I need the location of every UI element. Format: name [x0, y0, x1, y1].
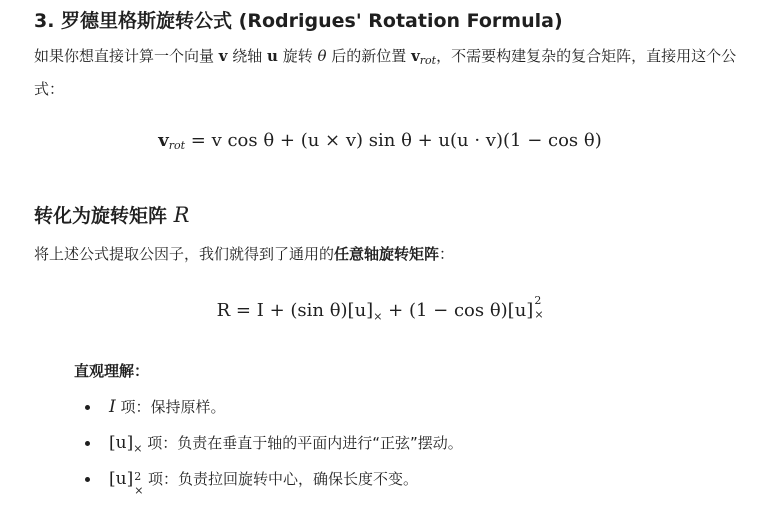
intuition-heading: 直观理解： — [74, 362, 150, 380]
intuition-list — [74, 392, 463, 500]
list-item: I 项：保持原样。 — [74, 392, 463, 428]
section-heading: 3. 罗德里格斯旋转公式 (Rodrigues' Rotation Formula) — [34, 10, 563, 32]
intro-paragraph: 如果你想直接计算一个向量 v 绕轴 u 旋转 θ 后的新位置 $v_{rot}$，不需要构建复杂的复合矩阵，直接用这个公式： — [34, 47, 737, 98]
vector-v: v — [218, 47, 228, 65]
list-item: [u] 2 × 项：负责拉回旋转中心，确保长度不变。 — [74, 464, 463, 500]
vector-u: u — [267, 47, 278, 65]
rotation-matrix-formula: R = I + (sin $\theta)[u]_\times + (1 - \cos \theta)[u]$ 2 × — [216, 294, 544, 323]
bullet-icon — [85, 405, 90, 410]
vector-vrot: v — [411, 47, 420, 65]
theta-symbol: θ — [317, 47, 327, 65]
bullet-icon — [85, 477, 90, 482]
matrix-intro: 将上述公式提取公因子，我们就得到了通用的任意轴旋转矩阵： — [34, 245, 455, 263]
matrix-symbol-r: R — [173, 203, 190, 227]
rodrigues-formula: $v_{rot} = v$ cos θ + (u × v) sin θ + u(u · v)(1 − cos θ) — [158, 130, 602, 152]
list-item: $[u]_\times$ 项：负责在垂直于轴的平面内进行“正弦”摆动。 — [74, 428, 463, 464]
bullet-icon — [85, 441, 90, 446]
bold-term: 任意轴旋转矩阵 — [334, 245, 440, 263]
matrix-heading: 转化为旋转矩阵 R — [34, 203, 190, 227]
